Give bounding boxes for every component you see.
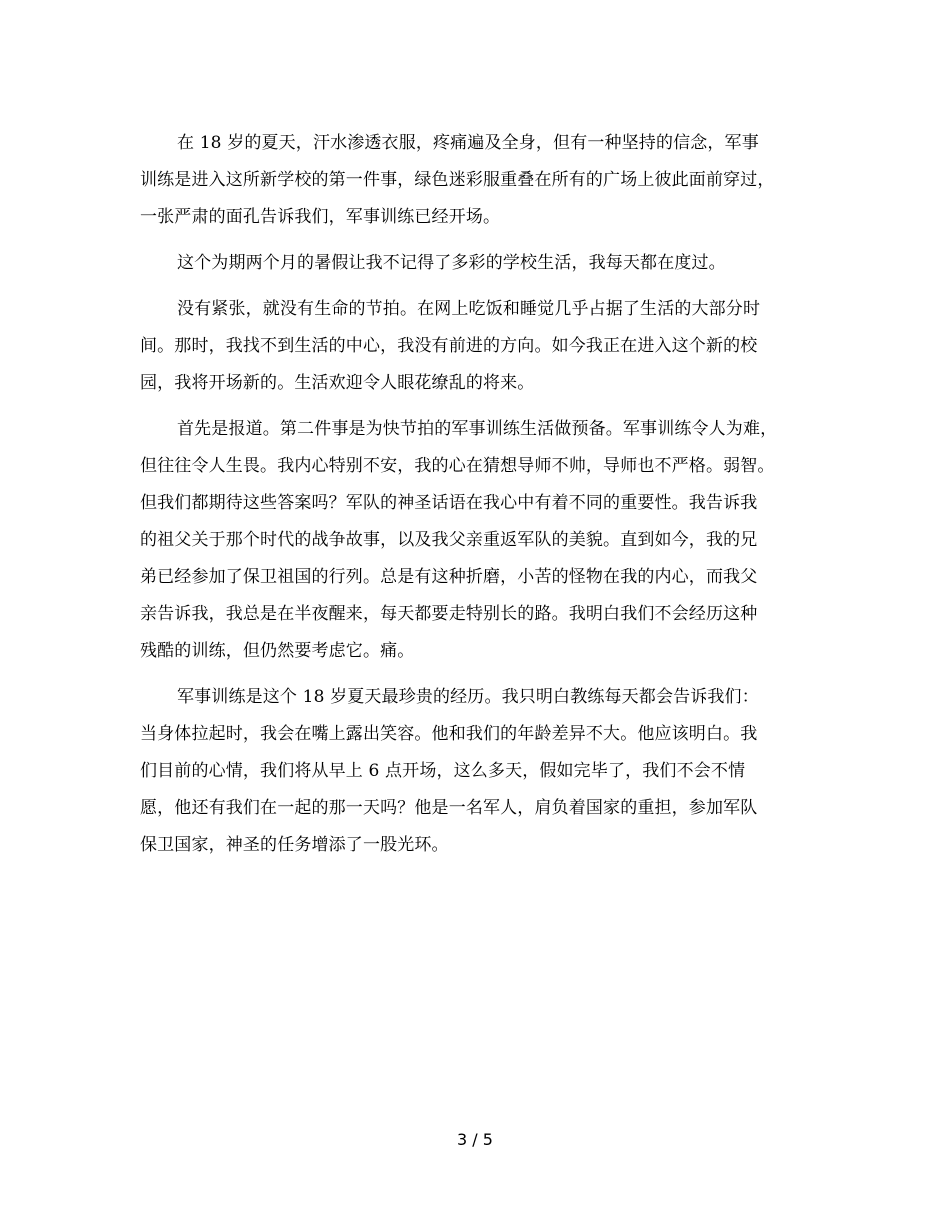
paragraph-gap [140, 282, 820, 291]
text-line: 亲告诉我，我总是在半夜醒来，每天都要走特别长的路。我明白我们不会经历这种 [140, 604, 758, 624]
paragraph [140, 125, 820, 236]
paragraph [140, 411, 820, 670]
text-line: 间。那时，我找不到生活的中心，我没有前进的方向。如今我正在进入这个新的校 [140, 336, 758, 356]
text-line: 残酷的训练，但仍然要考虑它。痛。 [140, 641, 415, 661]
paragraph-gap [140, 236, 820, 245]
paragraph [140, 291, 820, 402]
text-line: 首先是报道。第二件事是为快节拍的军事训练生活做预备。军事训练令人为难， [177, 419, 778, 439]
paragraph-gap [140, 402, 820, 411]
text-line: 当身体拉起时，我会在嘴上露出笑容。他和我们的年龄差异不大。他应该明白。我 [140, 724, 758, 744]
text-line: 但往往令人生畏。我内心特别不安，我的心在猜想导师不帅，导师也不严格。弱智。 [140, 456, 775, 476]
text-line: 军事训练是这个 18 岁夏天最珍贵的经历。我只明白教练每天都会告诉我们： [177, 687, 759, 707]
text-line: 愿，他还有我们在一起的那一天吗？他是一名军人，肩负着国家的重担，参加军队 [140, 798, 758, 818]
paragraph [140, 245, 820, 282]
text-line: 保卫国家，神圣的任务增添了一股光环。 [140, 835, 449, 855]
text-line: 园，我将开场新的。生活欢迎令人眼花缭乱的将来。 [140, 373, 535, 393]
page-number: 3 / 5 [457, 1130, 493, 1149]
text-line: 在 18 岁的夏天，汗水渗透衣服，疼痛遍及全身，但有一种坚持的信念，军事 [177, 133, 759, 153]
text-line: 这个为期两个月的暑假让我不记得了多彩的学校生活，我每天都在度过。 [177, 253, 726, 273]
paragraph [140, 679, 820, 864]
text-line: 没有紧张，就没有生命的节拍。在网上吃饭和睡觉几乎占据了生活的大部分时 [177, 299, 761, 319]
paragraph-gap [140, 670, 820, 679]
text-line: 一张严肃的面孔告诉我们，军事训练已经开场。 [140, 207, 501, 227]
text-line: 的祖父关于那个时代的战争故事，以及我父亲重返军队的美貌。直到如今，我的兄 [140, 530, 758, 550]
text-line: 弟已经参加了保卫祖国的行列。总是有这种折磨，小苦的怪物在我的内心，而我父 [140, 567, 758, 587]
document-body [140, 125, 820, 864]
text-line: 但我们都期待这些答案吗？军队的神圣话语在我心中有着不同的重要性。我告诉我 [140, 493, 758, 513]
text-line: 们目前的心情，我们将从早上 6 点开场，这么多天，假如完毕了，我们不会不情 [140, 761, 746, 781]
text-line: 训练是进入这所新学校的第一件事，绿色迷彩服重叠在所有的广场上彼此面前穿过， [140, 170, 775, 190]
